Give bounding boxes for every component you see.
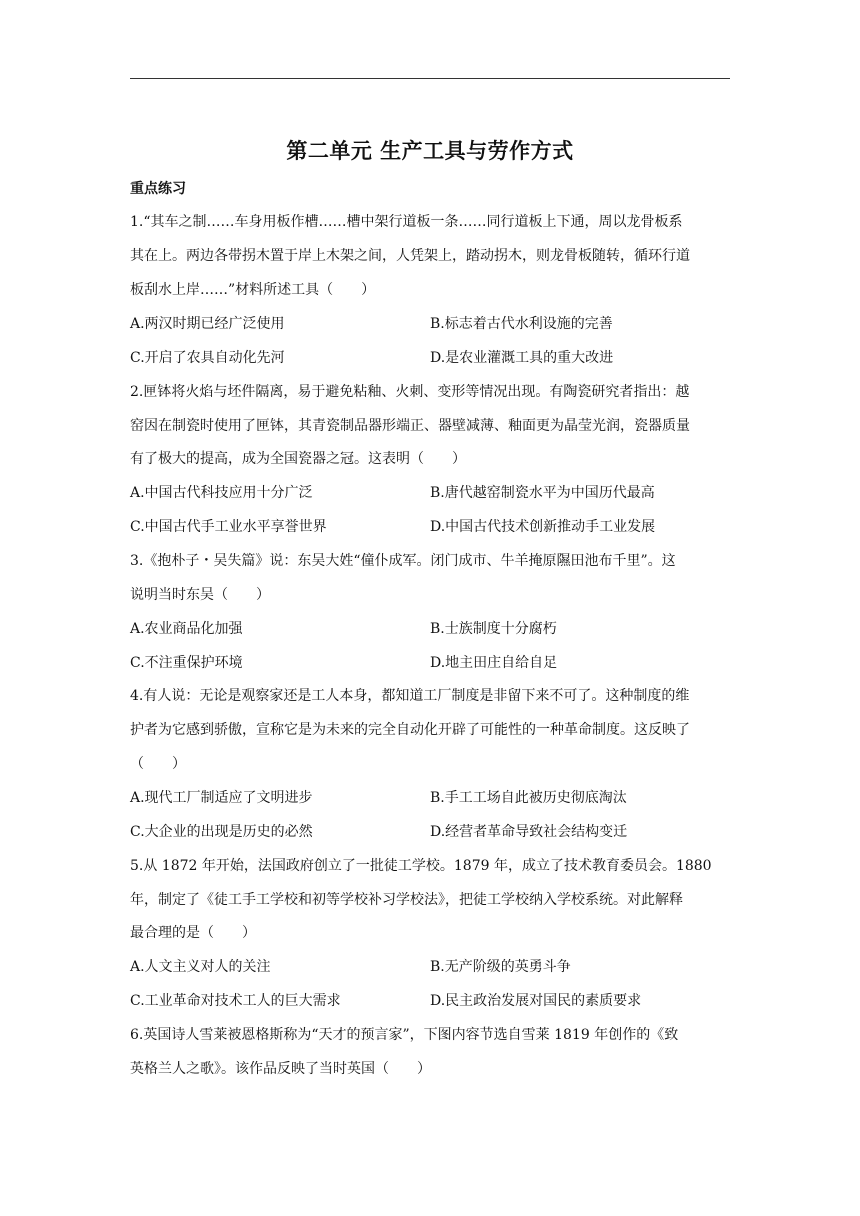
question-2-stem-line-3: 有了极大的提高，成为全国瓷器之冠。这表明（ ） <box>130 451 466 467</box>
question-2-option-a: A.中国古代科技应用十分广泛 <box>130 485 313 501</box>
question-3-option-c: C.不注重保护环境 <box>130 655 243 671</box>
question-4-option-c: C.大企业的出现是历史的必然 <box>130 824 313 840</box>
page-title: 第二单元 生产工具与劳作方式 <box>286 139 574 163</box>
question-5-stem-line-3: 最合理的是（ ） <box>130 925 256 941</box>
question-1-stem-line-1: 1.“其车之制……车身用板作槽……槽中架行道板一条……同行道板上下通，周以龙骨板系 <box>130 214 683 230</box>
section-heading: 重点练习 <box>130 181 186 197</box>
question-3-option-a: A.农业商品化加强 <box>130 621 243 637</box>
question-4-option-a: A.现代工厂制适应了文明进步 <box>130 790 313 806</box>
question-4-option-b: B.手工工场自此被历史彻底淘汰 <box>430 790 627 806</box>
question-5-stem-line-2: 年，制定了《徒工手工学校和初等学校补习学校法》，把徒工学校纳入学校系统。对此解释 <box>130 892 683 908</box>
question-1-option-a: A.两汉时期已经广泛使用 <box>130 316 285 332</box>
question-3-stem-line-2: 说明当时东吴（ ） <box>130 587 270 603</box>
question-5-option-d: D.民主政治发展对国民的素质要求 <box>430 993 642 1009</box>
question-5-stem-line-1: 5.从 1872 年开始，法国政府创立了一批徒工学校。1879 年，成立了技术教育委员会。1880 <box>130 858 712 874</box>
question-2-option-b: B.唐代越窑制瓷水平为中国历代最高 <box>430 485 655 501</box>
question-5-option-a: A.人文主义对人的关注 <box>130 959 271 975</box>
question-2-option-c: C.中国古代手工业水平享誉世界 <box>130 519 327 535</box>
question-6-stem-line-2: 英格兰人之歌》。该作品反映了当时英国（ ） <box>130 1061 431 1077</box>
question-3-option-b: B.士族制度十分腐朽 <box>430 621 557 637</box>
question-4-stem-line-1: 4.有人说：无论是观察家还是工人本身，都知道工厂制度是非留下来不可了。这种制度的维 <box>130 688 690 704</box>
question-3-option-d: D.地主田庄自给自足 <box>430 655 558 671</box>
question-3-stem-line-1: 3.《抱朴子・吴失篇》说：东吴大姓“僮仆成军。闭门成市、牛羊掩原隰田池布千里”。这 <box>130 553 676 569</box>
question-1-option-d: D.是农业灌溉工具的重大改进 <box>430 350 614 366</box>
question-4-stem-line-2: 护者为它感到骄傲，宣称它是为未来的完全自动化开辟了可能性的一种革命制度。这反映了 <box>130 722 690 738</box>
question-1-stem-line-2: 其在上。两边各带拐木置于岸上木架之间，人凭架上，踏动拐木，则龙骨板随转，循环行道 <box>130 248 690 264</box>
question-1-stem-line-3: 板刮水上岸……”材料所述工具（ ） <box>130 282 376 298</box>
question-5-option-b: B.无产阶级的英勇斗争 <box>430 959 571 975</box>
question-2-option-d: D.中国古代技术创新推动手工业发展 <box>430 519 656 535</box>
question-1-option-c: C.开启了农具自动化先河 <box>130 350 285 366</box>
question-2-stem-line-2: 窑因在制瓷时使用了匣钵，其青瓷制品器形端正、器壁减薄、釉面更为晶莹光润，瓷器质量 <box>130 418 690 434</box>
question-1-option-b: B.标志着古代水利设施的完善 <box>430 316 613 332</box>
question-4-option-d: D.经营者革命导致社会结构变迁 <box>430 824 628 840</box>
question-4-stem-line-3: （ ） <box>130 756 186 772</box>
question-5-option-c: C.工业革命对技术工人的巨大需求 <box>130 993 341 1009</box>
header-rule <box>130 78 730 79</box>
question-6-stem-line-1: 6.英国诗人雪莱被恩格斯称为“天才的预言家”，下图内容节选自雪莱 1819 年创作的《致 <box>130 1027 679 1043</box>
question-2-stem-line-1: 2.匣钵将火焰与坯件隔离，易于避免粘釉、火刺、变形等情况出现。有陶瓷研究者指出：越 <box>130 384 690 400</box>
